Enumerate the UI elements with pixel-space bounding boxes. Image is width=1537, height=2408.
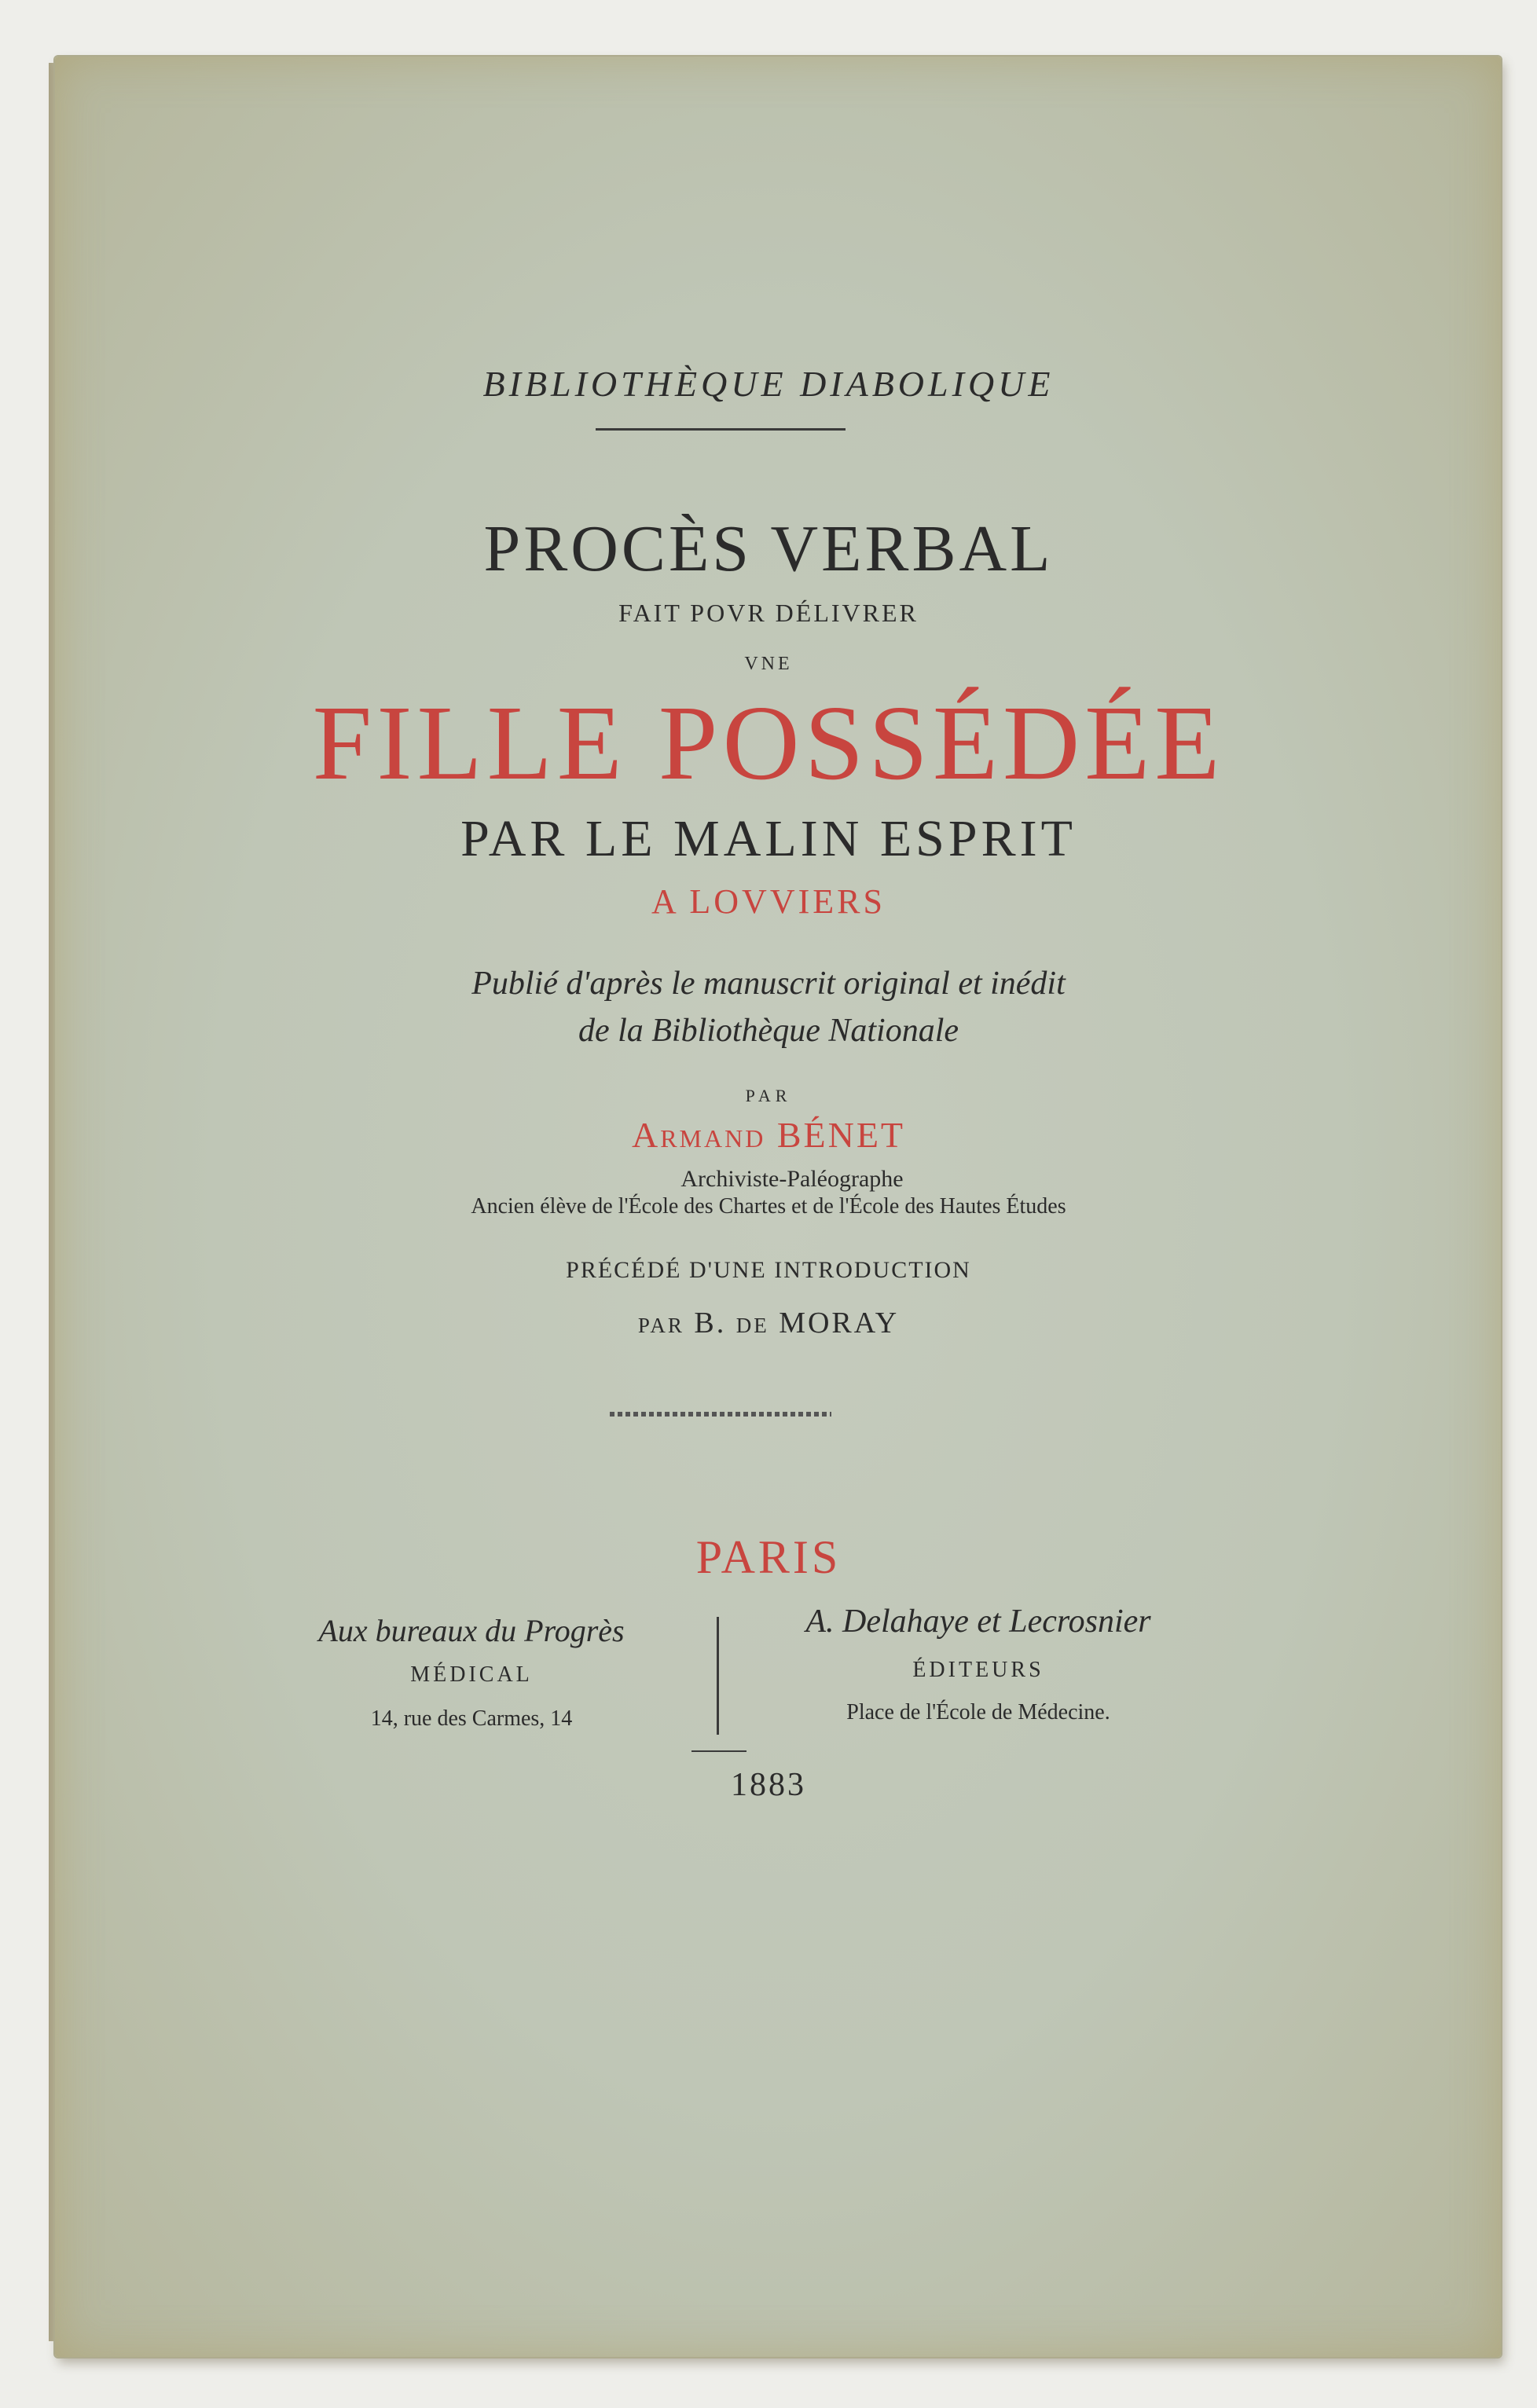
author-title-2: Ancien élève de l'École des Chartes et de l'École des Hautes Études [471, 1194, 1066, 1219]
left-publisher-line-1: Aux bureaux du Progrès [318, 1613, 625, 1648]
title-place: A LOVVIERS [651, 882, 886, 921]
year: 1883 [731, 1767, 806, 1803]
main-title: FILLE POSSÉDÉE [312, 684, 1225, 802]
title-line-3: VNE [744, 654, 793, 674]
right-publisher-line-1: A. Delahaye et Lecrosnier [805, 1604, 1151, 1640]
right-publisher-line-3: Place de l'École de Médecine. [846, 1700, 1110, 1724]
intro-line-2: par B. de MORAY [637, 1307, 900, 1340]
series-title: BIBLIOTHÈQUE DIABOLIQUE [482, 364, 1055, 404]
title-line-2: FAIT POVR DÉLIVRER [618, 599, 919, 627]
published-line-2: de la Bibliothèque Nationale [578, 1013, 959, 1049]
title-line-4: PAR LE MALIN ESPRIT [460, 810, 1077, 867]
left-publisher-line-3: 14, rue des Carmes, 14 [370, 1706, 573, 1731]
author-name: Armand BÉNET [631, 1115, 906, 1155]
series-rule [596, 428, 846, 431]
title-line-1: PROCÈS VERBAL [483, 512, 1054, 585]
year-rule [691, 1750, 746, 1752]
author-title-1: Archiviste-Paléographe [680, 1166, 904, 1192]
publisher-separator [717, 1617, 719, 1735]
published-line-1: Publié d'après le manuscrit original et inédit [471, 966, 1066, 1002]
ornamental-rule [610, 1412, 831, 1417]
intro-line-1: PRÉCÉDÉ D'UNE INTRODUCTION [566, 1257, 971, 1283]
by-label: PAR [745, 1086, 792, 1105]
left-publisher-line-2: MÉDICAL [410, 1662, 533, 1687]
city: PARIS [695, 1531, 842, 1583]
right-publisher-line-2: ÉDITEURS [912, 1658, 1044, 1682]
